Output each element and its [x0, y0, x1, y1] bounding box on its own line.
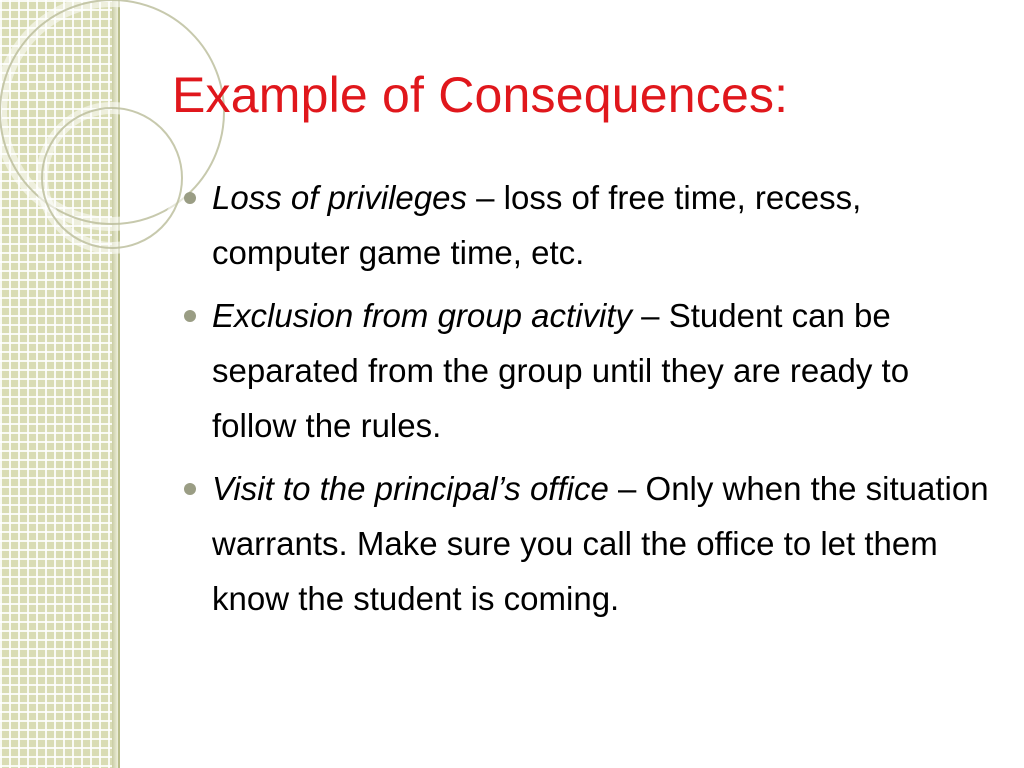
bullet-separator: –: [466, 179, 504, 216]
bullet-dot-icon: [184, 192, 196, 204]
bullet-description: loss of free time, recess, computer game time, etc.: [212, 179, 862, 271]
bullet-description: Student can be separated from the group until they are ready to follow the rules.: [212, 297, 910, 444]
slide-title: Example of Consequences:: [172, 67, 789, 123]
side-band-divider: [118, 0, 120, 768]
bullet-item-principal-visit: [182, 461, 1002, 626]
bullet-list: [182, 170, 1002, 634]
side-grid-band: [0, 0, 112, 768]
bullet-dot-icon: [184, 310, 196, 322]
bullet-description: Only when the situation warrants. Make sure you call the office to let them know the student is coming.: [212, 470, 989, 617]
bullet-item-loss-of-privileges: [182, 170, 1002, 280]
bullet-term: Visit to the principal’s office: [212, 470, 609, 507]
bullet-term: Loss of privileges: [212, 179, 467, 216]
bullet-item-exclusion: [182, 288, 1002, 453]
bullet-dot-icon: [184, 483, 196, 495]
bullet-term: Exclusion from group activity: [212, 297, 632, 334]
bullet-separator: –: [608, 470, 646, 507]
bullet-separator: –: [632, 297, 669, 334]
